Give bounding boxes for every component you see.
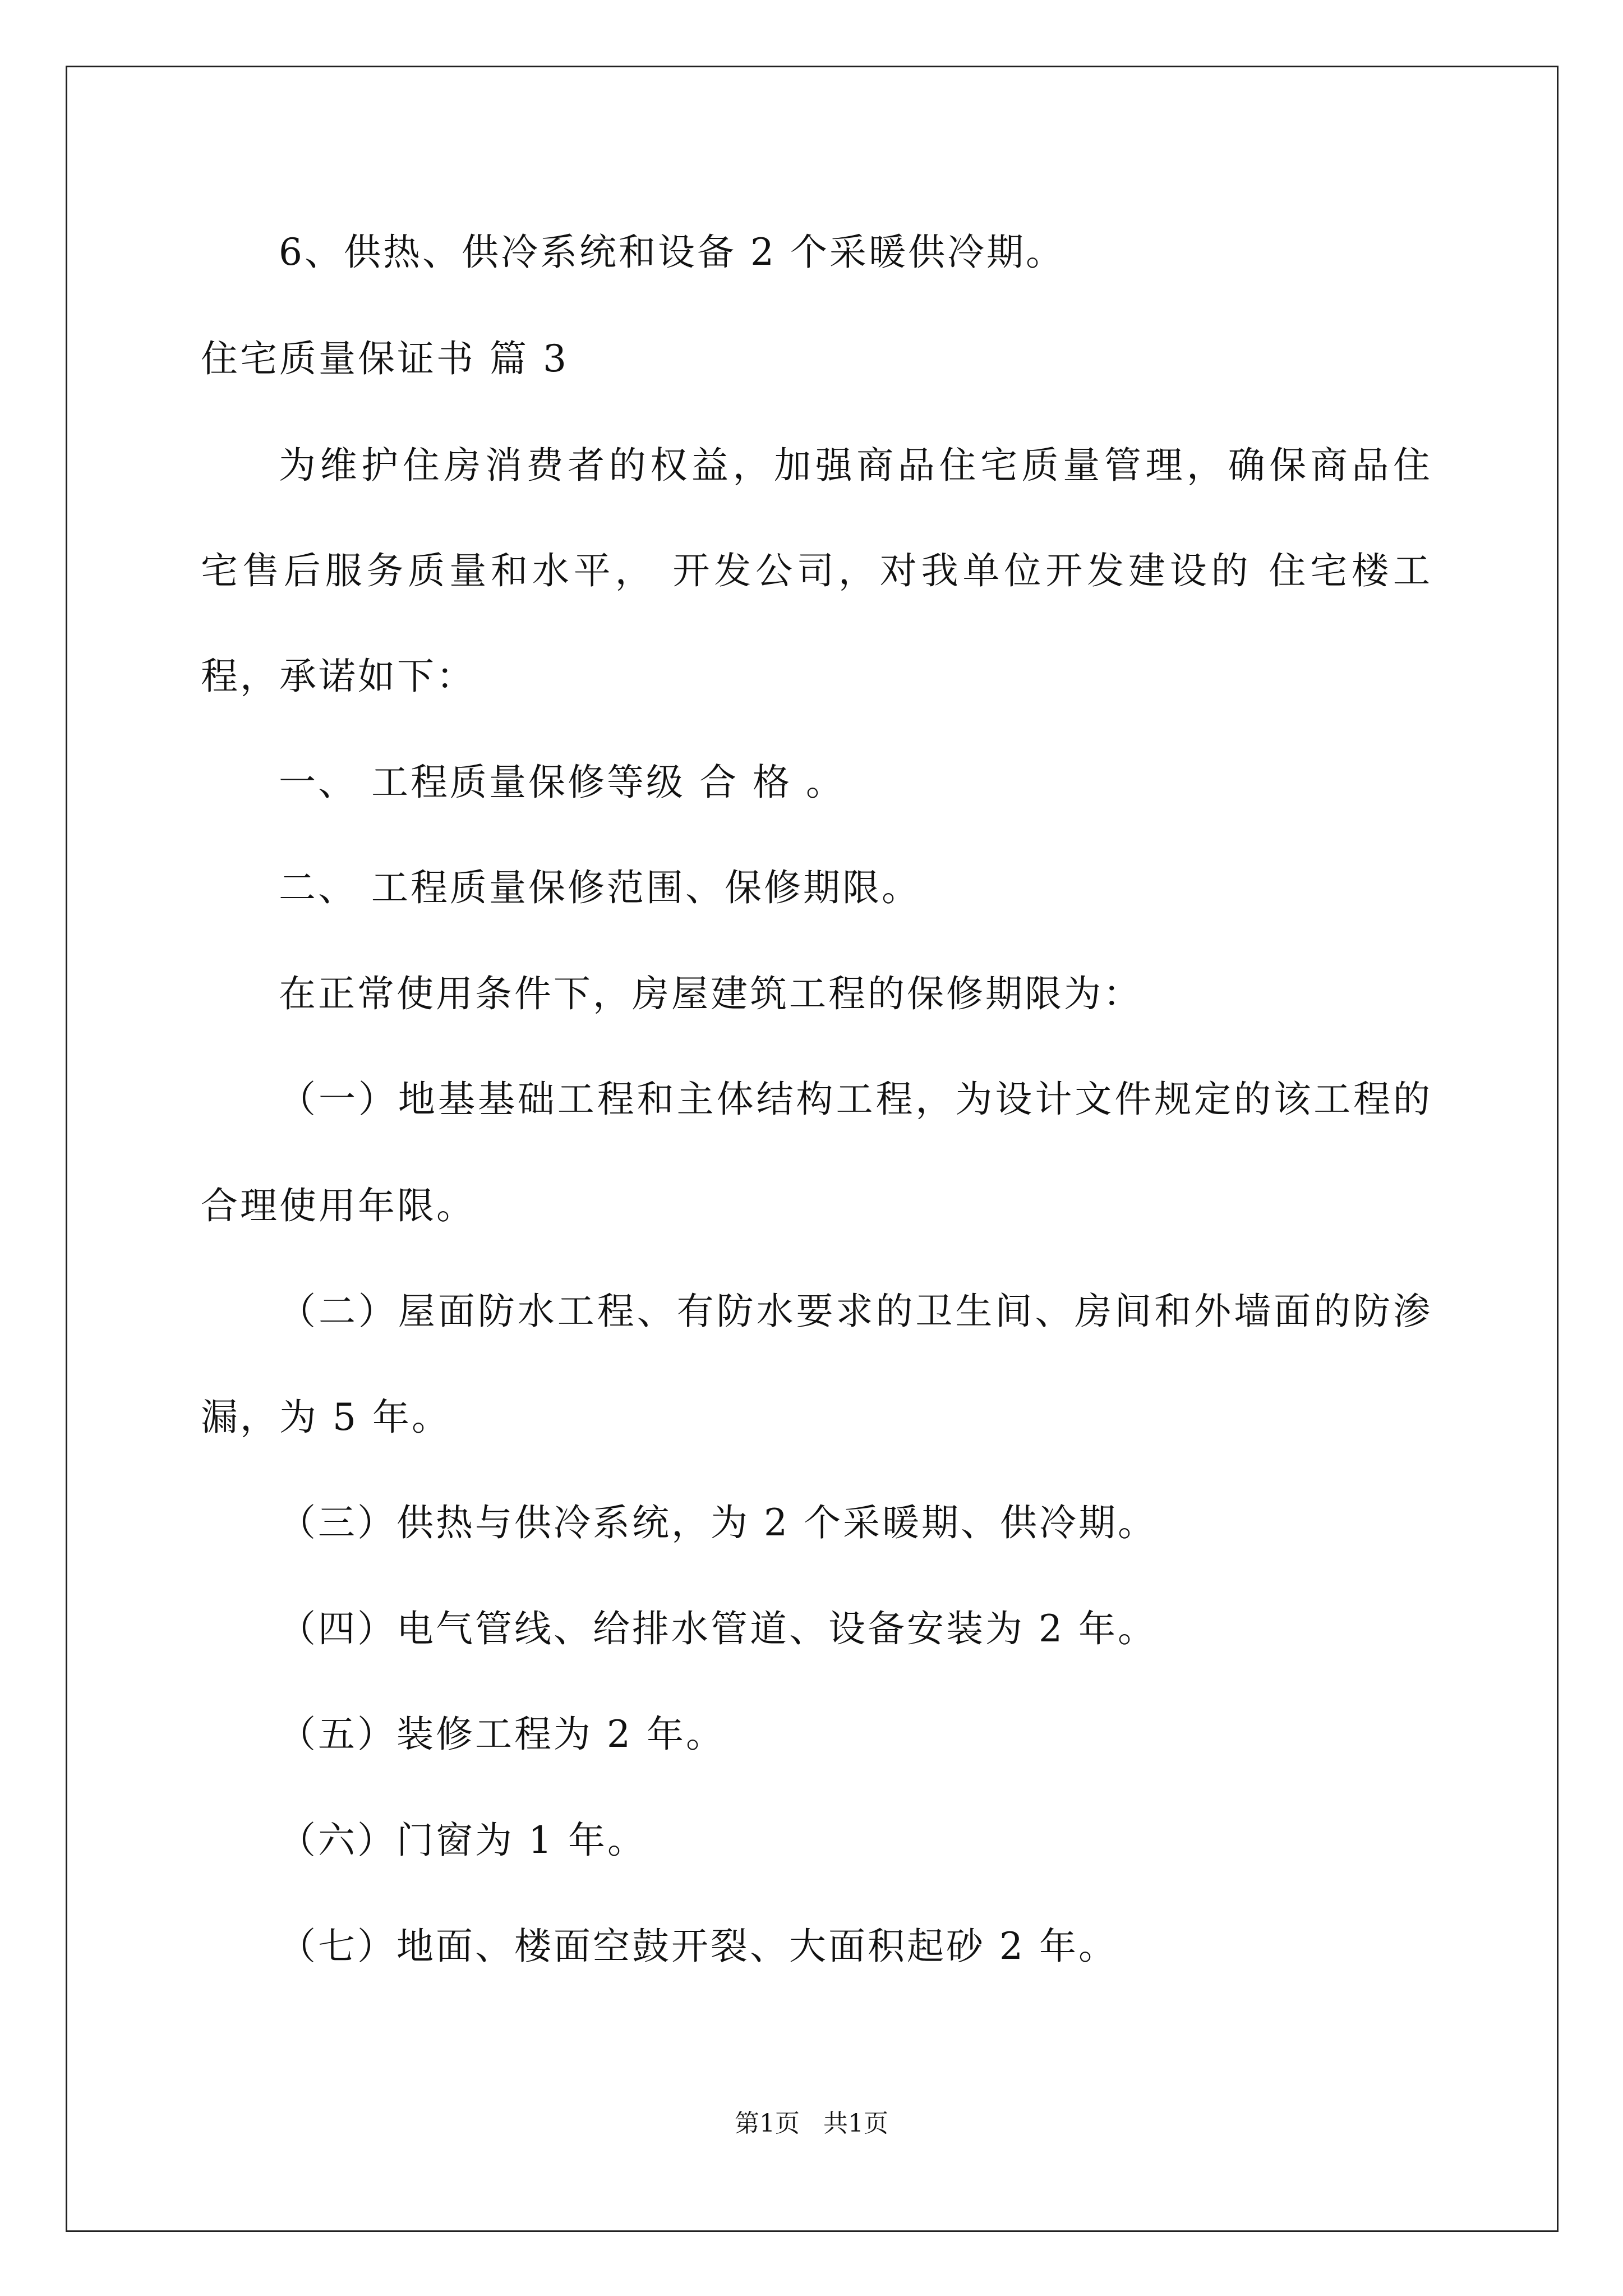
- warranty-item-2-line-1: （二）屋面防水工程、有防水要求的卫生间、房间和外墙面的防渗: [279, 1290, 1430, 1333]
- warranty-item-6: （六）门窗为 1 年。: [279, 1819, 647, 1862]
- warranty-item-5: （五）装修工程为 2 年。: [279, 1713, 725, 1756]
- paragraph-warranty-intro: 在正常使用条件下，房屋建筑工程的保修期限为：: [279, 972, 1142, 1015]
- warranty-item-7: （七）地面、楼面空鼓开裂、大面积起砂 2 年。: [279, 1925, 1118, 1968]
- section-title: 住宅质量保证书 篇 3: [201, 337, 569, 380]
- clause-quality-level: 一、 工程质量保修等级 合 格 。: [279, 761, 845, 804]
- warranty-item-1-line-1: （一）地基基础工程和主体结构工程，为设计文件规定的该工程的: [279, 1078, 1430, 1121]
- paragraph-intro-line-3: 程，承诺如下：: [201, 655, 476, 698]
- warranty-item-1-line-2: 合理使用年限。: [201, 1184, 476, 1227]
- paragraph-intro-line-2: 宅售后服务质量和水平， 开发公司，对我单位开发建设的 住宅楼工: [201, 549, 1430, 592]
- paragraph-heating-item-6: 6、供热、供冷系统和设备 2 个采暖供冷期。: [279, 231, 1065, 274]
- warranty-item-3: （三）供热与供冷系统，为 2 个采暖期、供冷期。: [279, 1501, 1157, 1544]
- warranty-item-4: （四）电气管线、给排水管道、设备安装为 2 年。: [279, 1607, 1157, 1650]
- page-number-footer: 第1页 共1页: [735, 2109, 888, 2138]
- warranty-item-2-line-2: 漏，为 5 年。: [201, 1396, 451, 1439]
- paragraph-intro-line-1: 为维护住房消费者的权益，加强商品住宅质量管理，确保商品住: [279, 444, 1430, 487]
- clause-warranty-scope: 二、 工程质量保修范围、保修期限。: [279, 866, 921, 909]
- page-border: [66, 66, 1559, 2232]
